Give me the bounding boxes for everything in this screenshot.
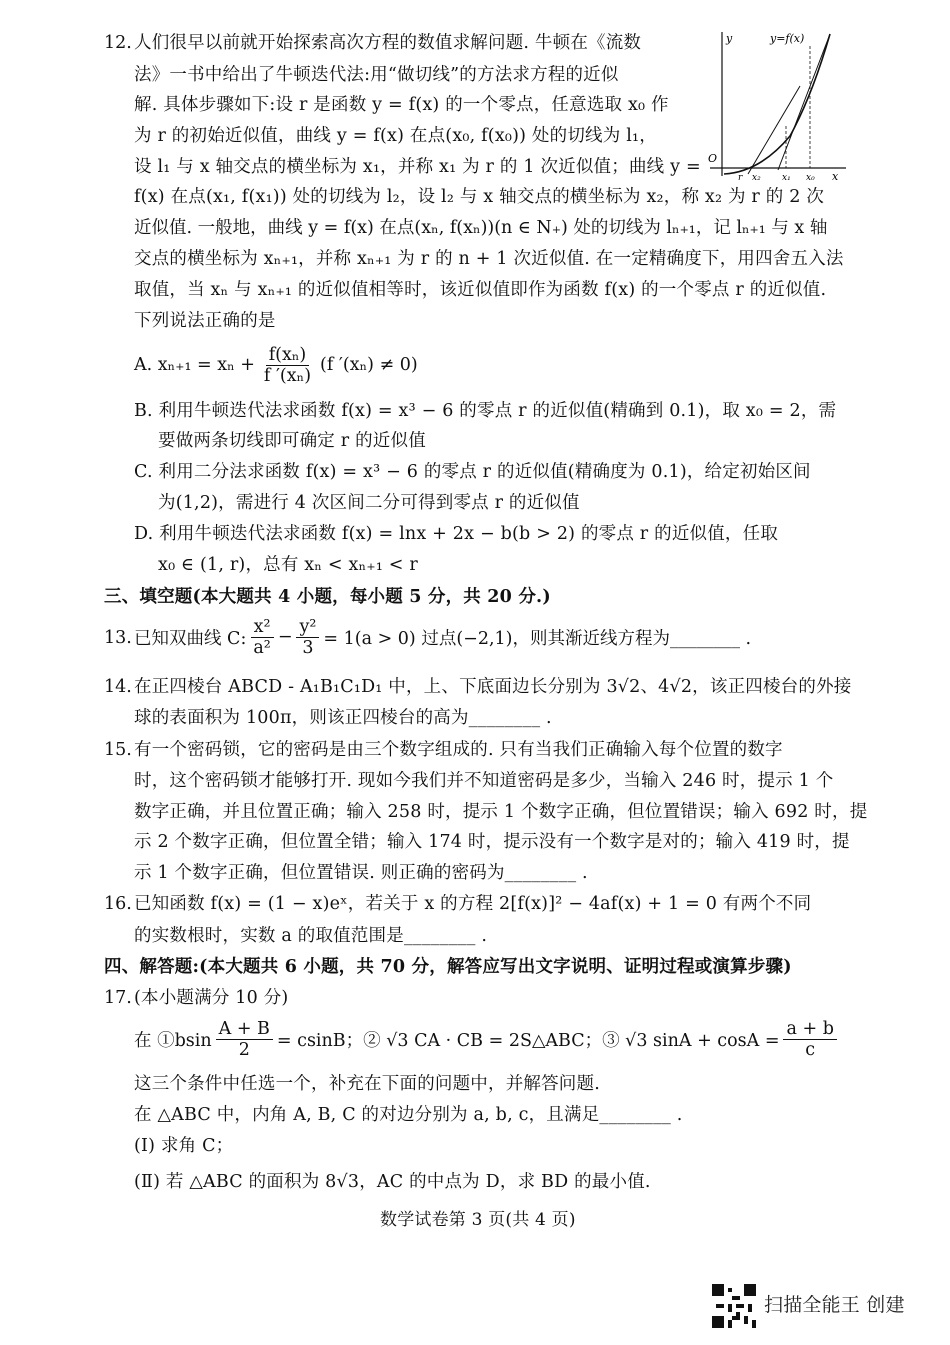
fig-label-curve: y=f(x) bbox=[770, 32, 805, 45]
q12-number: 12. bbox=[104, 33, 132, 53]
scanner-watermark: 扫描全能王 创建 bbox=[764, 1294, 905, 1316]
q16-line-1: 已知函数 f(x) = (1 − x)eˣ，若关于 x 的方程 2[f(x)]² − 4af(x) + 1 = 0 有两个不同 bbox=[134, 894, 812, 914]
q15-line-4: 示 2 个数字正确，但位置全错；输入 174 时，提示没有一个数字是对的；输入 419 时，提 bbox=[134, 832, 850, 852]
q13-text bbox=[134, 612, 751, 662]
fig-label-x2: x₂ bbox=[752, 173, 761, 183]
q13-fraction-2-denominator: 3 bbox=[302, 637, 314, 658]
q12-line-4: 为 r 的初始近似值，曲线 y = f(x) 在点(x₀, f(x₀)) 处的切线为 l₁， bbox=[134, 126, 657, 146]
q17-condition-middle: = csinB；② √3 CA · CB = 2S△ABC；③ √3 sinA + cosA = bbox=[276, 1030, 780, 1051]
q17-part-2: (Ⅱ) 若 △ABC 的面积为 8√3，AC 的中点为 D，求 BD 的最小值. bbox=[134, 1172, 651, 1192]
q12-option-a-suffix: (f ′(xₙ) ≠ 0) bbox=[320, 355, 418, 375]
q17-condition-1-numerator: A + B bbox=[216, 1019, 273, 1040]
q12-line-2: 法》一书中给出了牛顿迭代法:用“做切线”的方法求方程的近似 bbox=[134, 65, 619, 85]
section-3-heading: 三、填空题(本大题共 4 小题，每小题 5 分，共 20 分.) bbox=[104, 587, 551, 607]
q15-number: 15. bbox=[104, 740, 132, 760]
q17-line-3: 在 △ABC 中，内角 A, B, C 的对边分别为 a, b, c，且满足________ . bbox=[134, 1105, 683, 1125]
q14-line-2: 球的表面积为 100π，则该正四棱台的高为________ . bbox=[134, 708, 552, 728]
q12-option-d-line-2: x₀ ∈ (1, r)，总有 xₙ < xₙ₊₁ < r bbox=[158, 555, 418, 575]
q15-line-5: 示 1 个数字正确，但位置错误. 则正确的密码为________ . bbox=[134, 863, 588, 883]
fig-label-x-axis: x bbox=[832, 170, 839, 183]
fig-label-y: y bbox=[726, 32, 733, 45]
q17-condition-3-numerator: a + b bbox=[783, 1019, 836, 1040]
q17-line-2: 这三个条件中任选一个，补充在下面的问题中，并解答问题. bbox=[134, 1074, 600, 1094]
q12-option-b-line-1: B. 利用牛顿迭代法求函数 f(x) = x³ − 6 的零点 r 的近似值(精确到 0.1)，取 x₀ = 2，需 bbox=[134, 401, 837, 421]
fig-label-origin: O bbox=[708, 152, 718, 165]
q12-line-8: 交点的横坐标为 xₙ₊₁，并称 xₙ₊₁ 为 r 的 n + 1 次近似值. 在一定精确度下，用四舍五入法 bbox=[134, 249, 844, 269]
q12-line-5: 设 l₁ 与 x 轴交点的横坐标为 x₁，并称 x₁ 为 r 的 1 次近似值；曲线 y = bbox=[134, 157, 701, 177]
q13-prefix: 已知双曲线 C: bbox=[134, 628, 247, 649]
q13-fraction-1-denominator: a² bbox=[253, 637, 271, 658]
q12-option-c-line-1: C. 利用二分法求函数 f(x) = x³ − 6 的零点 r 的近似值(精确度为 0.1)，给定初始区间 bbox=[134, 462, 811, 482]
q12-line-1: 人们很早以前就开始探索高次方程的数值求解问题. 牛顿在《流数 bbox=[134, 33, 642, 53]
q15-line-3: 数字正确，并且位置正确；输入 258 时，提示 1 个数字正确，但位置错误；输入 692 时，提 bbox=[134, 802, 868, 822]
q12-line-6: f(x) 在点(x₁, f(x₁)) 处的切线为 l₂，设 l₂ 与 x 轴交点的横坐标为 x₂，称 x₂ 为 r 的 2 次 bbox=[134, 187, 825, 207]
fig-label-r: r bbox=[738, 173, 743, 183]
q17-condition-prefix: 在 ①bsin bbox=[134, 1030, 212, 1051]
fig-label-x1: x₁ bbox=[782, 173, 791, 183]
q15-line-2: 时，这个密码锁才能够打开. 现如今我们并不知道密码是多少，当输入 246 时，提示 1 个 bbox=[134, 771, 834, 791]
q12-line-9: 取值，当 xₙ 与 xₙ₊₁ 的近似值相等时，该近似值即作为函数 f(x) 的一个零点 r 的近似值. bbox=[134, 280, 827, 300]
q13-fraction-1 bbox=[250, 617, 273, 658]
q17-number: 17. bbox=[104, 988, 132, 1008]
q12-option-a-numerator: f(xₙ) bbox=[266, 345, 310, 366]
q13-fraction-2-numerator: y² bbox=[296, 617, 319, 638]
q15-line-1: 有一个密码锁，它的密码是由三个数字组成的. 只有当我们正确输入每个位置的数字 bbox=[134, 740, 783, 760]
q12-option-b-line-2: 要做两条切线即可确定 r 的近似值 bbox=[158, 431, 426, 451]
newton-iteration-figure bbox=[700, 26, 850, 186]
q13-suffix: = 1(a > 0) 过点(−2,1)，则其渐近线方程为________ . bbox=[323, 628, 752, 649]
page-footer: 数学试卷第 3 页(共 4 页) bbox=[380, 1210, 576, 1230]
q13-minus: − bbox=[277, 627, 293, 647]
q12-line-3: 解. 具体步骤如下:设 r 是函数 y = f(x) 的一个零点，任意选取 x₀ 作 bbox=[134, 95, 669, 115]
q12-option-a-fraction bbox=[261, 345, 314, 386]
q17-condition-1-fraction bbox=[216, 1019, 273, 1060]
q17-conditions bbox=[134, 1014, 841, 1064]
q13-fraction-1-numerator: x² bbox=[251, 617, 274, 638]
q17-condition-1-denominator: 2 bbox=[238, 1039, 250, 1060]
q12-option-a-denominator: f ′(xₙ) bbox=[263, 365, 312, 386]
q13-number: 13. bbox=[104, 628, 132, 648]
q16-number: 16. bbox=[104, 894, 132, 914]
q14-line-1: 在正四棱台 ABCD - A₁B₁C₁D₁ 中，上、下底面边长分别为 3√2、4√2，该正四棱台的外接 bbox=[134, 677, 852, 697]
q17-condition-3-denominator: c bbox=[805, 1039, 816, 1060]
q13-fraction-2 bbox=[296, 617, 319, 658]
q12-line-7: 近似值. 一般地，曲线 y = f(x) 在点(xₙ, f(xₙ))(n ∈ N₊) 处的切线为 lₙ₊₁，记 lₙ₊₁ 与 x 轴 bbox=[134, 218, 828, 238]
fig-label-x0: x₀ bbox=[806, 173, 815, 183]
q12-option-a-prefix: A. xₙ₊₁ = xₙ + bbox=[134, 355, 255, 375]
q14-number: 14. bbox=[104, 677, 132, 697]
q17-condition-3-fraction bbox=[783, 1019, 836, 1060]
q17-header: (本小题满分 10 分) bbox=[134, 988, 289, 1008]
q17-part-1: (Ⅰ) 求角 C； bbox=[134, 1136, 234, 1156]
section-4-heading: 四、解答题:(本大题共 6 小题，共 70 分，解答应写出文字说明、证明过程或演算步骤) bbox=[104, 957, 792, 977]
q16-line-2: 的实数根时，实数 a 的取值范围是________ . bbox=[134, 926, 488, 946]
qr-code-icon bbox=[712, 1284, 756, 1328]
q12-option-c-line-2: 为(1,2)，需进行 4 次区间二分可得到零点 r 的近似值 bbox=[158, 493, 580, 513]
q12-line-10: 下列说法正确的是 bbox=[134, 311, 276, 331]
q12-option-d-line-1: D. 利用牛顿迭代法求函数 f(x) = lnx + 2x − b(b > 2) 的零点 r 的近似值，任取 bbox=[134, 524, 779, 544]
q12-option-a bbox=[134, 342, 418, 388]
